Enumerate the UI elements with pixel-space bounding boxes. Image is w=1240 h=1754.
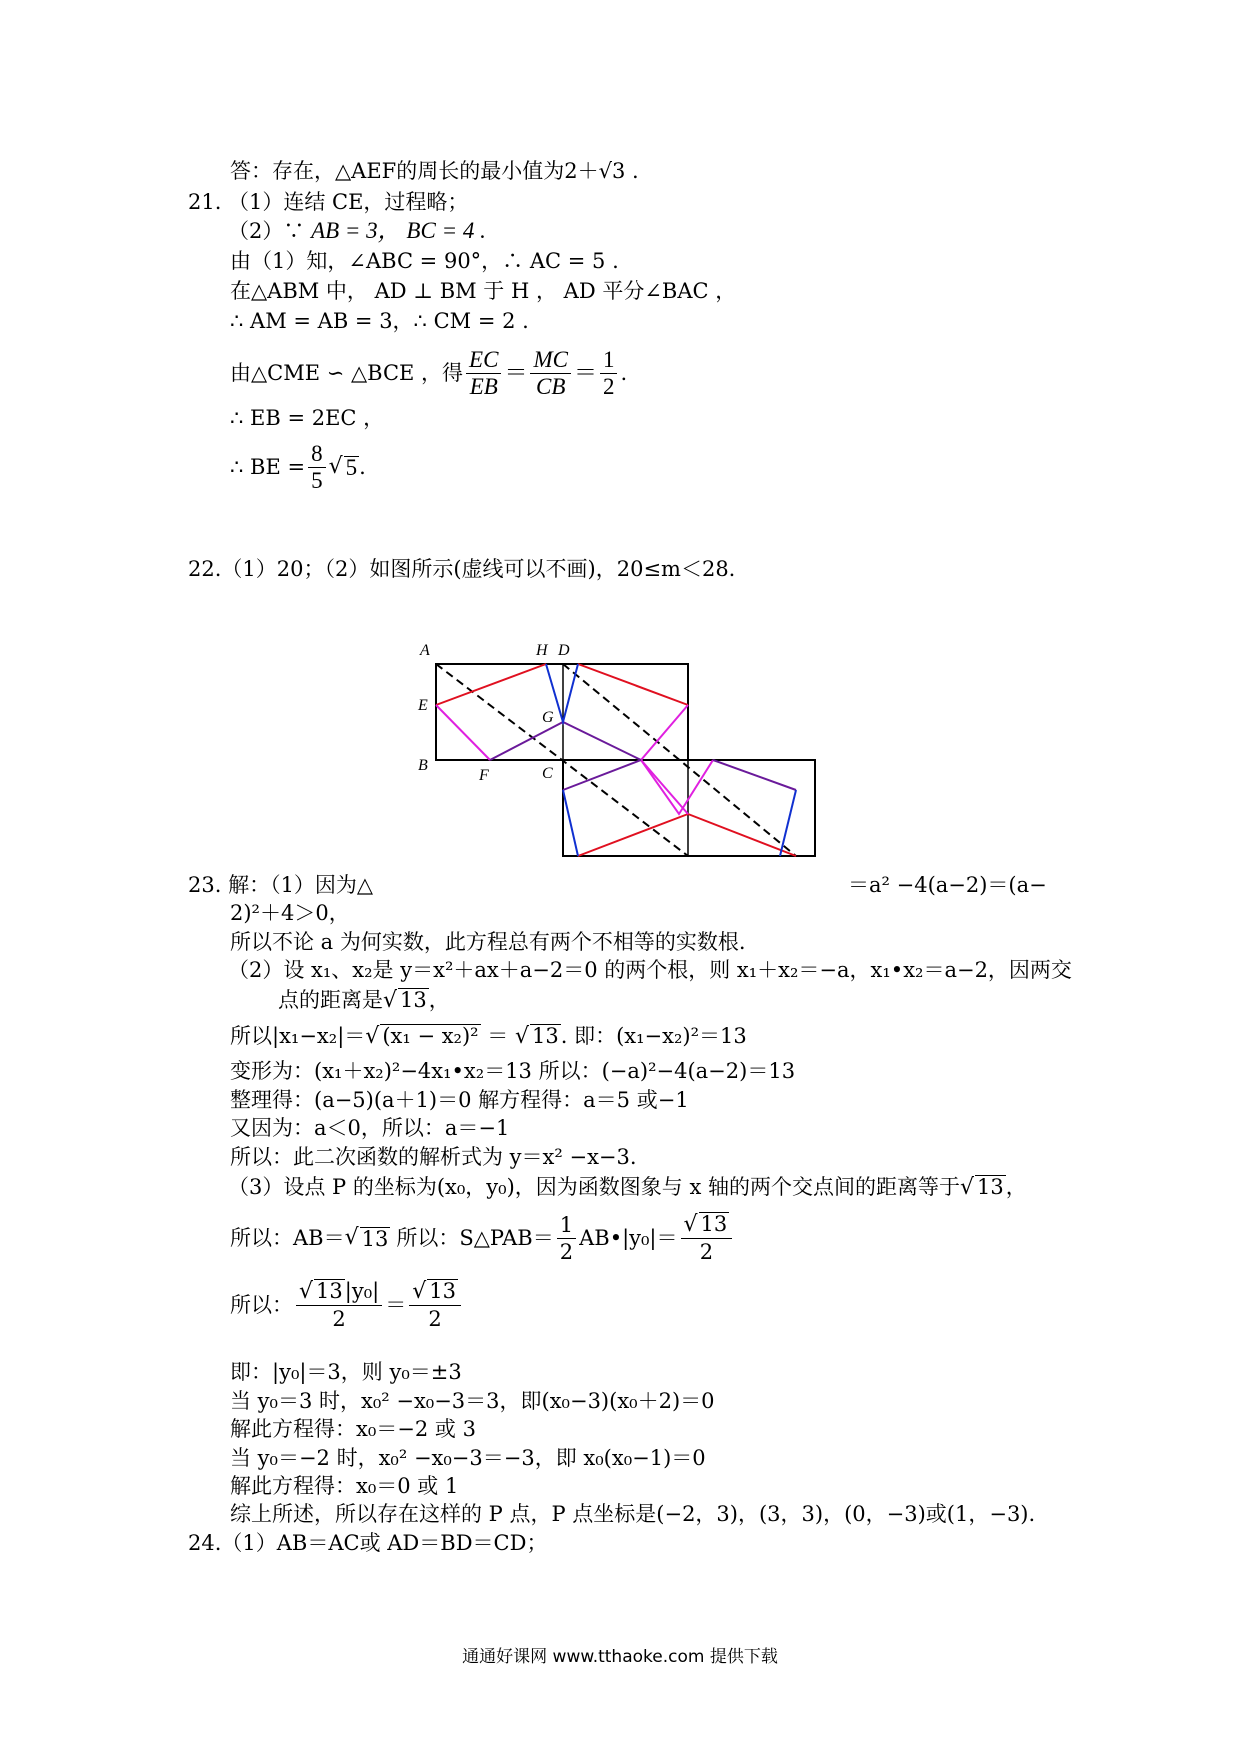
upper-rectangle	[436, 664, 688, 760]
frac-sqrt13-over-2	[409, 1278, 461, 1332]
sqrt13: 13	[361, 1226, 389, 1251]
label-h: H	[536, 642, 548, 659]
sqrt-symbol: √	[328, 454, 343, 479]
q23-line4: （2）设 x₁、x₂是 y＝x²＋ax＋a−2＝0 的两个根，则 x₁＋x₂＝−a，x₁•x₂＝a−2，因两交	[228, 958, 1072, 982]
label-g: G	[542, 709, 554, 726]
frac-2: 2	[428, 1307, 442, 1331]
q23-line5-prefix: 点的距离是	[278, 988, 383, 1012]
sqrt-symbol: √	[412, 1279, 427, 1304]
sqrt-symbol: √	[683, 1212, 698, 1237]
sqrt13: 13	[531, 1024, 559, 1048]
q23-line3: 所以不论 a 为何实数，此方程总有两个不相等的实数根.	[230, 930, 746, 954]
q23-line6: 所以|x₁−x₂|＝√ (x₁ − x₂)² ＝ √ 13. 即：(x₁−x₂)²＝13	[230, 1024, 747, 1049]
period: .	[359, 455, 366, 479]
q23-line17: 当 y₀＝−2 时，x₀² −x₀−3＝−3，即 x₀(x₀−1)＝0	[230, 1446, 706, 1470]
frac-sqrt13-num	[409, 1278, 461, 1306]
q21-similar-triangles: 由△CME ∽ △BCE ，得	[230, 361, 464, 385]
frac-sqrt13-y0-over-2	[296, 1278, 382, 1332]
footer-text: 通通好课网 www.tthaoke.com 提供下载	[462, 1647, 778, 1667]
frac-ec: EC	[466, 347, 501, 374]
frac-mc: MC	[530, 347, 571, 374]
sqrt13: 13	[429, 1279, 456, 1303]
q23-line12-prefix: 所以：AB＝	[230, 1226, 345, 1250]
q23-line19: 综上所述，所以存在这样的 P 点，P 点坐标是(−2，3)，(3，3)，(0，−3)或(1，−3).	[230, 1502, 1036, 1526]
label-d: D	[558, 642, 570, 659]
purple-path-2	[563, 760, 641, 790]
q23-line7: 变形为：(x₁＋x₂)²−4x₁•x₂＝13 所以：(−a)²−4(a−2)＝13	[230, 1059, 796, 1083]
q23-line12	[230, 1206, 735, 1270]
q21-number: 21.	[188, 190, 222, 214]
q23-line11: （3）设点 P 的坐标为(x₀，y₀)，因为函数图象与 x 轴的两个交点间的距离等于√ 13，	[228, 1175, 1027, 1200]
frac-ec-eb	[466, 347, 501, 400]
frac-2: 2	[559, 1239, 574, 1264]
red-path-upper	[436, 664, 546, 705]
blue-path-3	[780, 790, 796, 856]
q23-line11-text: （3）设点 P 的坐标为(x₀，y₀)，因为函数图象与 x 轴的两个交点间的距离等于	[228, 1175, 960, 1199]
label-b: B	[418, 757, 428, 774]
sqrt13: 13	[977, 1175, 1004, 1199]
q21-line6: 由△CME ∽ △BCE ，得 $\frac{EC}{EB}$ ＝ $\frac{MC}{CB}$ ＝ $\frac{1}{2}$ .	[230, 346, 628, 399]
frac-cb: CB	[535, 373, 566, 399]
q20-answer: 答：存在，△AEF的周长的最小值为2＋√3 .	[230, 159, 639, 183]
frac-half	[600, 347, 618, 400]
frac-2: 2	[602, 373, 615, 399]
q23-line6-suffix: . 即：(x₁−x₂)²＝13	[560, 1024, 747, 1048]
q21-line5: ∴ AM = AB = 3，∴ CM = 2 .	[230, 309, 529, 333]
blue-path-2	[563, 790, 578, 856]
purple-path-1	[490, 722, 641, 760]
q23-line12-mid: 所以：S△PAB＝	[396, 1226, 554, 1250]
red-path-upper-right	[578, 664, 688, 705]
frac-sqrt13-num	[681, 1211, 733, 1239]
period: .	[620, 361, 628, 385]
q22-diagram	[400, 630, 820, 860]
magenta-path-1	[436, 705, 490, 760]
frac-mc-cb	[530, 347, 571, 400]
frac-8-5	[308, 441, 326, 494]
sqrt5-radicand: 5	[345, 454, 358, 480]
q21-part2	[228, 217, 486, 245]
frac-num	[296, 1278, 382, 1306]
frac-2: 2	[699, 1240, 714, 1264]
q23-line15: 当 y₀＝3 时，x₀² −x₀−3＝3，即(x₀−3)(x₀＋2)＝0	[230, 1389, 715, 1413]
frac-2: 2	[332, 1307, 346, 1331]
label-c: C	[542, 765, 553, 782]
q21-line4: 在△ABM 中， AD ⊥ BM 于 H ， AD 平分∠BAC ，	[230, 279, 737, 303]
q24-answer: 24.（1）AB＝AC或 AD＝BD＝CD；	[188, 1531, 548, 1555]
purple-path-3	[713, 760, 796, 790]
q23-line18: 解此方程得：x₀＝0 或 1	[230, 1474, 459, 1498]
frac-1: 1	[600, 347, 618, 374]
q21-be-prefix: ∴ BE =	[230, 455, 306, 479]
q21-line7: ∴ EB = 2EC ，	[230, 406, 385, 430]
sqrt13: 13	[400, 988, 427, 1012]
sqrt13: 13	[700, 1212, 728, 1236]
sqrt-diff-squared: (x₁ − x₂)²	[382, 1024, 479, 1048]
label-f: F	[479, 767, 489, 784]
q23-line9: 又因为：a＜0，所以：a＝−1	[230, 1116, 510, 1140]
sqrt13: 13	[316, 1279, 343, 1303]
q21-part2-prefix: （2）∵	[228, 219, 305, 243]
sqrt-symbol: √	[959, 1175, 974, 1200]
q23-line12-ab: AB•|y₀|＝	[579, 1226, 678, 1250]
q21-line8	[230, 432, 366, 502]
frac-5: 5	[311, 467, 323, 493]
red-path-lower	[578, 814, 688, 856]
sqrt-symbol: √	[344, 1225, 359, 1250]
q21-part2-eq: AB = 3， BC = 4 .	[311, 218, 486, 243]
frac-1: 1	[557, 1212, 576, 1239]
q23-line2: 2)²＋4＞0，	[230, 901, 350, 925]
q23-line8: 整理得：(a−5)(a＋1)＝0 解方程得：a＝5 或−1	[230, 1088, 689, 1112]
sqrt-symbol: √	[514, 1024, 529, 1049]
frac-sqrt13-over-2	[681, 1211, 733, 1265]
q23-line14: 即：|y₀|＝3，则 y₀＝±3	[230, 1360, 462, 1384]
magenta-path-3	[641, 760, 713, 814]
label-e: E	[418, 697, 428, 714]
frac-eb: EB	[469, 373, 498, 399]
frac-half	[557, 1212, 576, 1265]
q23-line6-prefix: 所以|x₁−x₂|＝	[230, 1024, 366, 1048]
label-a: A	[420, 642, 430, 659]
q23-line13-prefix: 所以：	[230, 1293, 293, 1317]
q23-line13: 所以： $\frac{\text{√ 13|y₀|}}{2}$ ＝ $\frac{√ 13}{2}$	[230, 1272, 464, 1338]
sqrt-symbol: √	[383, 988, 398, 1013]
q23-line10: 所以：此二次函数的解析式为 y＝x² −x−3.	[230, 1145, 637, 1169]
frac-8: 8	[308, 441, 326, 468]
sqrt-symbol: √	[299, 1279, 314, 1304]
q23-line1b: ＝a² −4(a−2)＝(a−	[848, 873, 1047, 897]
q21-line3: 由（1）知，∠ABC = 90°，∴ AC = 5 .	[230, 249, 619, 273]
q21-part1: （1）连结 CE，过程略；	[228, 190, 469, 214]
red-path-lower-right	[688, 814, 796, 856]
q23-line5: 点的距离是√ 13，	[278, 988, 450, 1013]
abs-y0: |y₀|	[344, 1279, 380, 1303]
q23-line16: 解此方程得：x₀＝−2 或 3	[230, 1417, 476, 1441]
sqrt-symbol: √	[365, 1024, 380, 1049]
q22-answer: 22.（1）20；（2）如图所示(虚线可以不画)，20≤m＜28.	[188, 557, 736, 581]
q23-line1a: 23. 解：（1）因为△	[188, 873, 374, 897]
